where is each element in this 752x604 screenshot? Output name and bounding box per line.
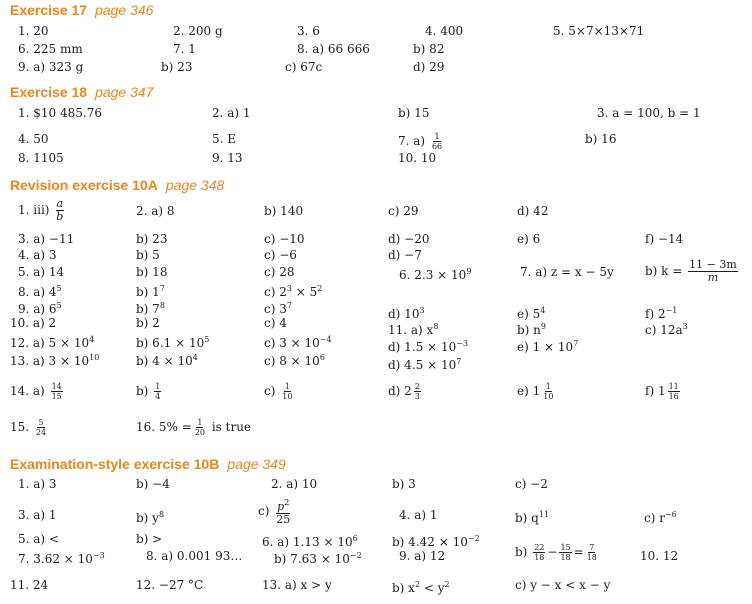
answer: b) 2 bbox=[136, 316, 160, 330]
numerator: 2 bbox=[414, 382, 420, 391]
answer: d) 42 bbox=[517, 204, 549, 218]
exponent: 5 bbox=[204, 335, 210, 344]
answer: 10. 10 bbox=[398, 151, 437, 165]
revision-10a-heading bbox=[10, 177, 224, 193]
answer: 10. a) 2 bbox=[10, 316, 57, 330]
answer: b) 5 bbox=[136, 248, 160, 262]
answer bbox=[399, 265, 471, 282]
denominator: 24 bbox=[35, 428, 47, 437]
exponent: 8 bbox=[158, 510, 165, 519]
answer bbox=[262, 532, 358, 549]
answer bbox=[388, 320, 438, 337]
answer-fraction bbox=[645, 382, 682, 401]
answer bbox=[274, 549, 362, 566]
answer bbox=[392, 532, 480, 549]
exponent: 9 bbox=[540, 322, 546, 331]
fraction bbox=[688, 259, 738, 284]
numerator: a bbox=[56, 197, 64, 210]
numerator: 11 − 3m bbox=[689, 258, 737, 271]
numerator: 1 bbox=[545, 382, 551, 391]
answer: 4. 400 bbox=[425, 24, 464, 38]
answer: 8. 1105 bbox=[18, 151, 64, 165]
answer: b) −4 bbox=[136, 477, 170, 491]
heading-title: Exercise 17 bbox=[10, 2, 88, 18]
exponent: 2 bbox=[317, 284, 323, 293]
answer-fraction bbox=[264, 382, 295, 401]
answer-fraction bbox=[645, 259, 740, 284]
value: b) n bbox=[517, 323, 541, 337]
heading-title: Examination-style exercise 10B bbox=[10, 456, 220, 472]
exponent: 7 bbox=[573, 339, 579, 348]
answer bbox=[388, 304, 425, 321]
answer-fraction-expression bbox=[515, 543, 600, 562]
answer: d) −20 bbox=[388, 232, 430, 246]
heading-page: page 348 bbox=[165, 177, 225, 193]
answer bbox=[645, 304, 677, 321]
value: e) 5 bbox=[517, 307, 541, 321]
value: c) 12a bbox=[645, 323, 683, 337]
value: < y bbox=[423, 581, 445, 595]
answer: d) −7 bbox=[388, 248, 422, 262]
fraction bbox=[55, 198, 64, 223]
exponent: 2 bbox=[284, 498, 290, 507]
answer: 3. a) 1 bbox=[18, 508, 57, 522]
numerator: 1 bbox=[434, 132, 440, 141]
exponent: 6 bbox=[319, 353, 325, 362]
answer: c) 29 bbox=[388, 204, 419, 218]
denominator: 25 bbox=[276, 513, 291, 526]
answer-fraction bbox=[136, 418, 251, 437]
answer: c) −6 bbox=[264, 248, 297, 262]
answer-fraction bbox=[517, 382, 556, 401]
answer: 2. a) 1 bbox=[212, 106, 251, 120]
exponent: −3 bbox=[456, 339, 469, 348]
value: b) x bbox=[392, 581, 415, 595]
value: b) 7.63 × 10 bbox=[274, 552, 350, 566]
label: e) 1 bbox=[517, 384, 541, 398]
heading-title: Revision exercise 10A bbox=[10, 177, 158, 193]
answer: c) y − x < x − y bbox=[515, 578, 611, 592]
answer-fraction bbox=[258, 497, 293, 526]
denominator: 4 bbox=[155, 392, 161, 401]
answer bbox=[264, 351, 325, 368]
fraction bbox=[559, 543, 571, 562]
answer: d) 29 bbox=[413, 60, 445, 74]
operator: − bbox=[547, 545, 558, 559]
value: × 5 bbox=[295, 285, 318, 299]
label: 1. iii) bbox=[18, 203, 50, 217]
answer: b) 140 bbox=[264, 204, 304, 218]
label: 7. a) bbox=[398, 134, 426, 148]
heading-page: page 347 bbox=[95, 84, 154, 100]
answer: 7. 1 bbox=[173, 42, 196, 56]
value: f) 2 bbox=[645, 307, 666, 321]
answer: c) 67c bbox=[285, 60, 323, 74]
answer: 2. 200 g bbox=[173, 24, 223, 38]
exponent: 10 bbox=[89, 353, 100, 362]
answer: 5. a) 14 bbox=[18, 265, 65, 279]
label: f) 1 bbox=[645, 384, 666, 398]
tail-text: is true bbox=[211, 420, 252, 434]
denominator: 20 bbox=[194, 428, 205, 437]
value: b) 7 bbox=[136, 302, 160, 316]
answer bbox=[18, 549, 105, 566]
exponent: 4 bbox=[192, 353, 198, 362]
value: b) 6.1 × 10 bbox=[136, 336, 205, 350]
answer-fraction bbox=[388, 382, 423, 401]
answer: 12. −27 °C bbox=[136, 578, 204, 592]
answer: 1. a) 3 bbox=[18, 477, 57, 491]
answer: 3. 6 bbox=[297, 24, 320, 38]
fraction bbox=[668, 382, 680, 401]
label: 14. a) bbox=[10, 384, 45, 398]
value: 6. 2.3 × 10 bbox=[399, 268, 467, 282]
exercise-18-heading bbox=[10, 84, 153, 100]
answer bbox=[644, 508, 677, 525]
answer: c) 4 bbox=[264, 316, 287, 330]
heading-title: Exercise 18 bbox=[10, 84, 88, 100]
label: b) bbox=[136, 384, 149, 398]
numerator: 7 bbox=[589, 543, 595, 552]
label: b) k = bbox=[645, 264, 683, 278]
answer bbox=[517, 337, 578, 354]
fraction bbox=[533, 543, 545, 562]
value: e) 1 × 10 bbox=[517, 340, 574, 354]
denominator: 18 bbox=[534, 553, 545, 562]
answer: 8. a) 66 666 bbox=[297, 42, 370, 56]
exponent: 3 bbox=[286, 284, 292, 293]
answer bbox=[18, 282, 62, 299]
answer bbox=[10, 351, 99, 368]
fraction bbox=[414, 382, 421, 401]
fraction bbox=[51, 382, 63, 401]
answer: b) 18 bbox=[136, 265, 168, 279]
exponent: 8 bbox=[159, 301, 165, 310]
fraction bbox=[275, 497, 291, 526]
answer bbox=[10, 333, 94, 350]
numerator: 15 bbox=[560, 543, 571, 552]
answer bbox=[388, 355, 461, 372]
exponent: 7 bbox=[286, 301, 292, 310]
value: d) 4.5 × 10 bbox=[388, 358, 457, 372]
variable: p bbox=[277, 500, 285, 513]
denominator: b bbox=[56, 210, 64, 223]
answer: 9. 13 bbox=[212, 151, 243, 165]
answer: 1. 20 bbox=[18, 24, 49, 38]
denominator: 66 bbox=[431, 142, 443, 151]
answer: 5. 5×7×13×71 bbox=[553, 24, 645, 38]
answer: 3. a) −11 bbox=[18, 232, 75, 246]
exponent: −2 bbox=[349, 551, 362, 560]
exponent: 9 bbox=[466, 267, 472, 276]
denominator: m bbox=[707, 271, 719, 284]
heading-page: page 346 bbox=[95, 2, 154, 18]
value: b) q bbox=[515, 511, 539, 525]
answer: b) 15 bbox=[398, 106, 430, 120]
fraction bbox=[542, 382, 554, 401]
exam-10b-heading bbox=[10, 456, 286, 472]
answer bbox=[264, 299, 292, 316]
exponent: 7 bbox=[159, 284, 165, 293]
answer: 7. a) z = x − 5y bbox=[520, 265, 614, 279]
answer: 8. a) 0.001 93… bbox=[146, 549, 243, 563]
exponent: 3 bbox=[682, 322, 688, 331]
answer bbox=[645, 320, 688, 337]
answer: 4. 50 bbox=[18, 132, 49, 146]
heading-page: page 349 bbox=[227, 456, 286, 472]
answer: c) −10 bbox=[264, 232, 305, 246]
fraction bbox=[586, 543, 598, 562]
exercise-17-heading bbox=[10, 2, 153, 18]
answer: b) 82 bbox=[413, 42, 445, 56]
label: 15. bbox=[10, 420, 30, 434]
exponent: 7 bbox=[456, 357, 462, 366]
answer-fraction bbox=[136, 382, 163, 401]
answer: b) 23 bbox=[136, 232, 168, 246]
exponent: −3 bbox=[92, 551, 105, 560]
value: c) r bbox=[644, 511, 665, 525]
value: c) 2 bbox=[264, 285, 287, 299]
denominator: 18 bbox=[560, 553, 571, 562]
numerator: 11 bbox=[668, 382, 679, 391]
label: c) bbox=[264, 384, 276, 398]
answer: 3. a = 100, b = 1 bbox=[597, 106, 701, 120]
label: 16. 5% = bbox=[136, 420, 192, 434]
answer bbox=[136, 508, 164, 525]
exponent: 2 bbox=[444, 580, 450, 589]
answer bbox=[136, 351, 198, 368]
answer: 4. a) 3 bbox=[18, 248, 57, 262]
value: 7. 3.62 × 10 bbox=[18, 552, 93, 566]
answer: b) 3 bbox=[392, 477, 416, 491]
answer: 5. a) < bbox=[18, 532, 59, 546]
answer: b) 16 bbox=[585, 132, 617, 146]
fraction bbox=[35, 418, 47, 437]
answer bbox=[264, 333, 332, 350]
value: 9. a) 6 bbox=[18, 302, 57, 316]
value: 13. a) 3 × 10 bbox=[10, 354, 90, 368]
value: c) 3 bbox=[264, 302, 287, 316]
answer: 2. a) 10 bbox=[271, 477, 318, 491]
denominator: 3 bbox=[414, 392, 420, 401]
fraction bbox=[431, 132, 443, 151]
exponent: 11 bbox=[538, 510, 550, 519]
answer: b) 23 bbox=[161, 60, 193, 74]
answer: f) −14 bbox=[645, 232, 684, 246]
exponent: 4 bbox=[89, 335, 95, 344]
exponent: 8 bbox=[433, 322, 439, 331]
numerator bbox=[276, 497, 290, 514]
denominator: 15 bbox=[51, 392, 62, 401]
answer: 9. a) 12 bbox=[399, 549, 446, 563]
answer bbox=[18, 299, 62, 316]
value: b) 4.42 × 10 bbox=[392, 535, 468, 549]
answer: c) −2 bbox=[515, 477, 548, 491]
denominator: 10 bbox=[543, 392, 554, 401]
answer-fraction bbox=[10, 418, 49, 437]
numerator: 22 bbox=[534, 543, 545, 552]
label: d) 2 bbox=[388, 384, 412, 398]
answer bbox=[264, 282, 322, 299]
label: b) bbox=[515, 545, 528, 559]
answer: b) > bbox=[136, 532, 163, 546]
answer bbox=[515, 508, 549, 525]
value: d) 10 bbox=[388, 307, 420, 321]
answer: c) 28 bbox=[264, 265, 295, 279]
answer: 6. 225 mm bbox=[18, 42, 83, 56]
answer: e) 6 bbox=[517, 232, 541, 246]
value: d) 1.5 × 10 bbox=[388, 340, 457, 354]
answer: 13. a) x > y bbox=[262, 578, 332, 592]
numerator: 5 bbox=[38, 418, 44, 427]
answer bbox=[392, 578, 450, 595]
answer-fraction bbox=[398, 132, 445, 151]
answer: 2. a) 8 bbox=[136, 204, 175, 218]
numerator: 14 bbox=[51, 382, 62, 391]
value: 6. a) 1.13 × 10 bbox=[262, 535, 353, 549]
answer bbox=[517, 304, 545, 321]
operator: = bbox=[573, 545, 584, 559]
value: 8. a) 4 bbox=[18, 285, 57, 299]
exponent: −1 bbox=[665, 306, 678, 315]
value: 11. a) x bbox=[388, 323, 434, 337]
exponent: 3 bbox=[419, 306, 425, 315]
fraction bbox=[281, 382, 293, 401]
value: c) 8 × 10 bbox=[264, 354, 320, 368]
denominator: 18 bbox=[586, 553, 597, 562]
answer: 5. E bbox=[212, 132, 237, 146]
exponent: 5 bbox=[56, 301, 62, 310]
value: c) 3 × 10 bbox=[264, 336, 320, 350]
exponent: −6 bbox=[664, 510, 677, 519]
denominator: 16 bbox=[668, 392, 679, 401]
answer: 10. 12 bbox=[640, 549, 679, 563]
value: b) y bbox=[136, 511, 159, 525]
value: b) 1 bbox=[136, 285, 160, 299]
answer: 11. 24 bbox=[10, 578, 49, 592]
exponent: 4 bbox=[540, 306, 546, 315]
answer bbox=[388, 337, 468, 354]
answer bbox=[136, 299, 165, 316]
answer: 4. a) 1 bbox=[399, 508, 438, 522]
answer-fraction bbox=[10, 382, 65, 401]
answer bbox=[136, 333, 209, 350]
numerator: 1 bbox=[155, 382, 161, 391]
exponent: −4 bbox=[319, 335, 332, 344]
exponent: 6 bbox=[352, 534, 358, 543]
exponent: 5 bbox=[56, 284, 62, 293]
fraction bbox=[194, 418, 206, 437]
answer: 1. $10 485.76 bbox=[18, 106, 102, 120]
numerator: 1 bbox=[284, 382, 290, 391]
answer bbox=[517, 320, 546, 337]
answer: 9. a) 323 g bbox=[18, 60, 84, 74]
denominator: 10 bbox=[282, 392, 293, 401]
fraction bbox=[154, 382, 161, 401]
answer-fraction bbox=[18, 198, 66, 223]
numerator: 1 bbox=[197, 418, 203, 427]
label: c) bbox=[258, 504, 270, 518]
exponent: −2 bbox=[467, 534, 480, 543]
value: b) 4 × 10 bbox=[136, 354, 193, 368]
value: 12. a) 5 × 10 bbox=[10, 336, 90, 350]
answer bbox=[136, 282, 165, 299]
exponent: 2 bbox=[414, 580, 421, 589]
